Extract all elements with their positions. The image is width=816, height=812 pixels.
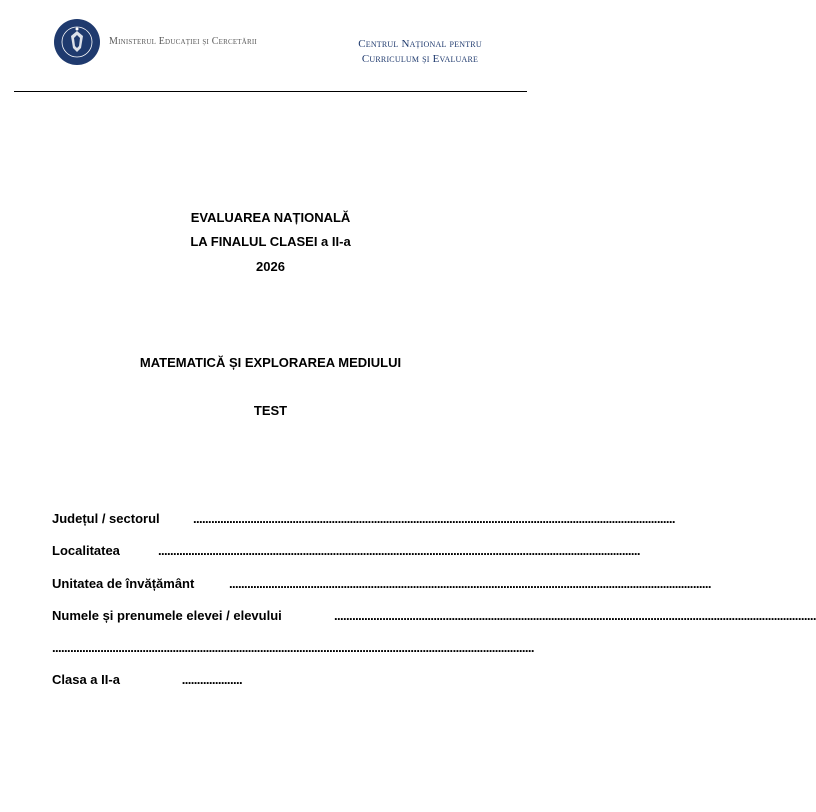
student-name-input-line[interactable]: ................................................................................................................................................................ bbox=[334, 608, 816, 623]
test-label: TEST bbox=[253, 403, 288, 418]
locality-field bbox=[52, 543, 640, 561]
class-label: Clasa a II-a bbox=[52, 672, 120, 687]
class-field bbox=[52, 672, 522, 690]
government-logo-icon bbox=[53, 18, 101, 66]
subject-title: MATEMATICĂ ȘI EXPLORAREA MEDIULUI bbox=[139, 355, 402, 370]
student-name-label: Numele și prenumele elevei / elevului bbox=[52, 608, 282, 623]
ministry-name: Ministerul Educației și Cercetării bbox=[109, 36, 257, 47]
exam-title-line1: EVALUAREA NAȚIONALĂ bbox=[190, 210, 351, 225]
county-field bbox=[52, 511, 675, 529]
header-divider bbox=[14, 91, 527, 92]
student-name-continuation-field bbox=[52, 640, 534, 658]
county-input-line[interactable]: ................................................................................................................................................................ bbox=[193, 511, 675, 526]
evaluation-center-line1: Centrul Național pentru bbox=[358, 38, 482, 50]
evaluation-center-line2: Curriculum și Evaluare bbox=[361, 53, 479, 65]
student-name-continuation-line[interactable]: ................................................................................................................................................................ bbox=[52, 640, 534, 655]
school-label: Unitatea de învățământ bbox=[52, 576, 195, 591]
exam-title-line2: LA FINALUL CLASEI a II-a bbox=[190, 234, 351, 249]
student-name-field bbox=[52, 608, 816, 626]
locality-input-line[interactable]: ................................................................................................................................................................ bbox=[158, 543, 640, 558]
school-input-line[interactable]: ................................................................................................................................................................ bbox=[229, 576, 711, 591]
county-label: Județul / sectorul bbox=[52, 511, 160, 526]
evaluation-center-name bbox=[340, 37, 500, 67]
exam-year: 2026 bbox=[256, 259, 285, 274]
class-input-line[interactable]: .................... bbox=[181, 672, 242, 687]
locality-label: Localitatea bbox=[52, 543, 120, 558]
school-field bbox=[52, 576, 711, 594]
